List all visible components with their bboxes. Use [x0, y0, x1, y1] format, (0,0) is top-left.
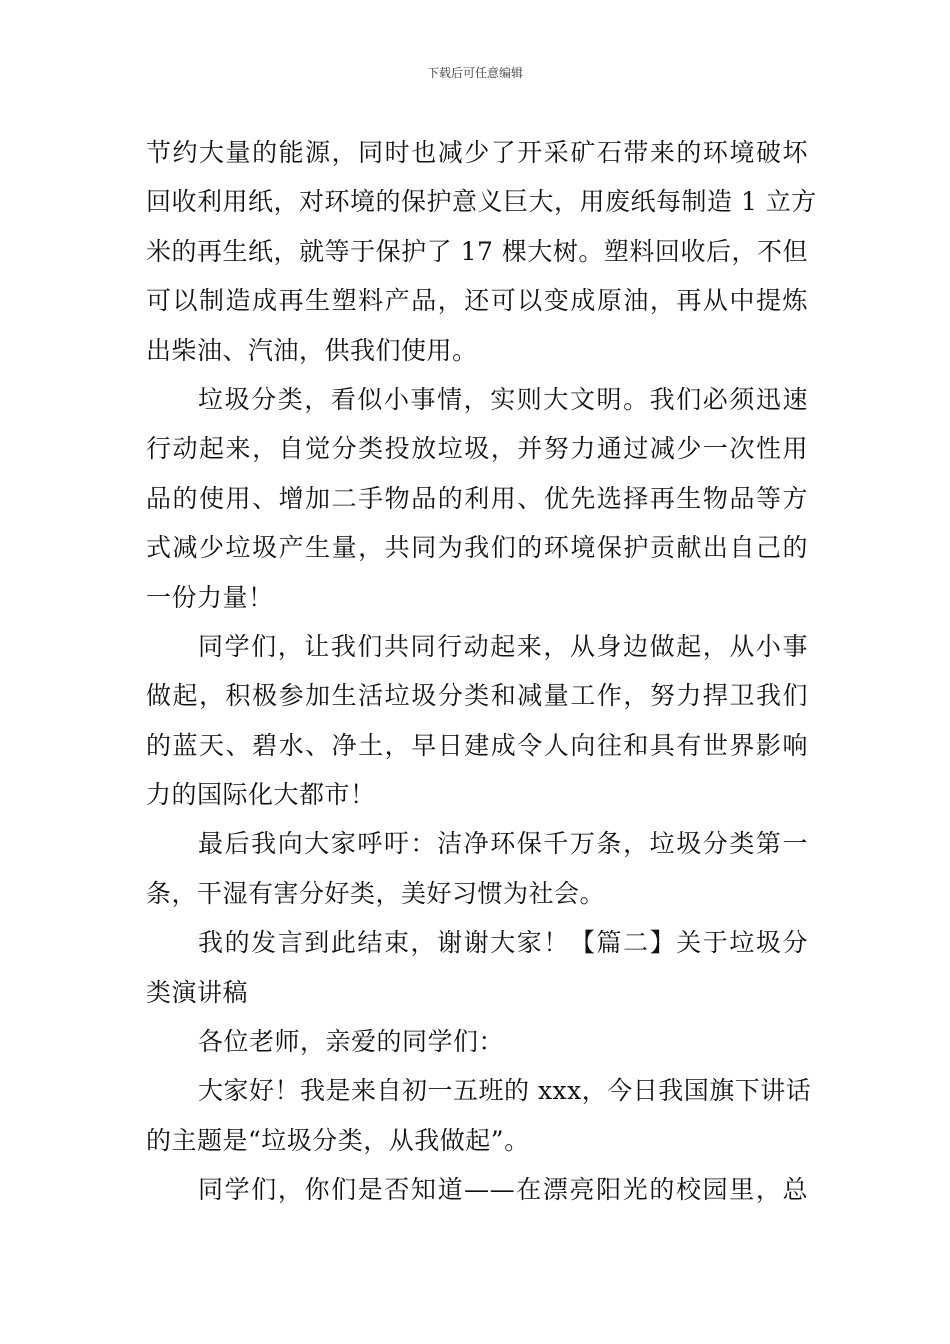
text-line: 力的国际化大都市！ — [146, 780, 376, 810]
text-line: 的主题是“垃圾分类，从我做起”。 — [146, 1125, 530, 1155]
text-line: 节约大量的能源，同时也减少了开采矿石带来的环境破坏 — [146, 138, 808, 167]
paragraph-first-line: 最后我向大家呼吁：洁净环保千万条，垃圾分类第一 — [198, 829, 808, 859]
text-line: 类演讲稿 — [146, 977, 249, 1007]
text-line: 品的使用、增加二手物品的利用、优先选择再生物品等方 — [146, 483, 808, 513]
text-line: 可以制造成再生塑料产品，还可以变成原油，再从中提炼 — [146, 286, 808, 316]
text-line: 的蓝天、碧水、净土，早日建成令人向往和具有世界影响 — [146, 730, 808, 760]
text-line: 做起，积极参加生活垃圾分类和减量工作，努力捍卫我们 — [146, 681, 808, 711]
page-header: 下载后可任意编辑 — [426, 66, 523, 80]
text-line: 出柴油、汽油，供我们使用。 — [146, 335, 478, 365]
text-line: 回收利用纸，对环境的保护意义巨大，用废纸每制造 1 立方 — [146, 187, 817, 217]
text-line: 一份力量！ — [146, 582, 274, 612]
paragraph-first-line: 同学们，你们是否知道——在漂亮阳光的校园里，总 — [198, 1175, 808, 1205]
paragraph-first-line: 大家好！我是来自初一五班的 xxx，今日我国旗下讲话 — [198, 1076, 812, 1106]
text-line: 行动起来，自觉分类投放垃圾，并努力通过减少一次性用 — [146, 434, 808, 464]
text-line: 条，干湿有害分好类，美好习惯为社会。 — [146, 878, 606, 908]
salutation-line: 各位老师，亲爱的同学们： — [198, 1027, 505, 1057]
document-body — [146, 128, 817, 1215]
paragraph-first-line: 同学们，让我们共同行动起来，从身边做起，从小事 — [198, 631, 808, 661]
text-line: 式减少垃圾产生量，共同为我们的环境保护贡献出自己的 — [146, 533, 808, 563]
paragraph-first-line: 我的发言到此结束，谢谢大家！【篇二】关于垃圾分 — [198, 928, 808, 958]
paragraph-first-line: 垃圾分类，看似小事情，实则大文明。我们必须迅速 — [198, 384, 808, 414]
text-line: 米的再生纸，就等于保护了 17 棵大树。塑料回收后，不但 — [146, 236, 808, 266]
